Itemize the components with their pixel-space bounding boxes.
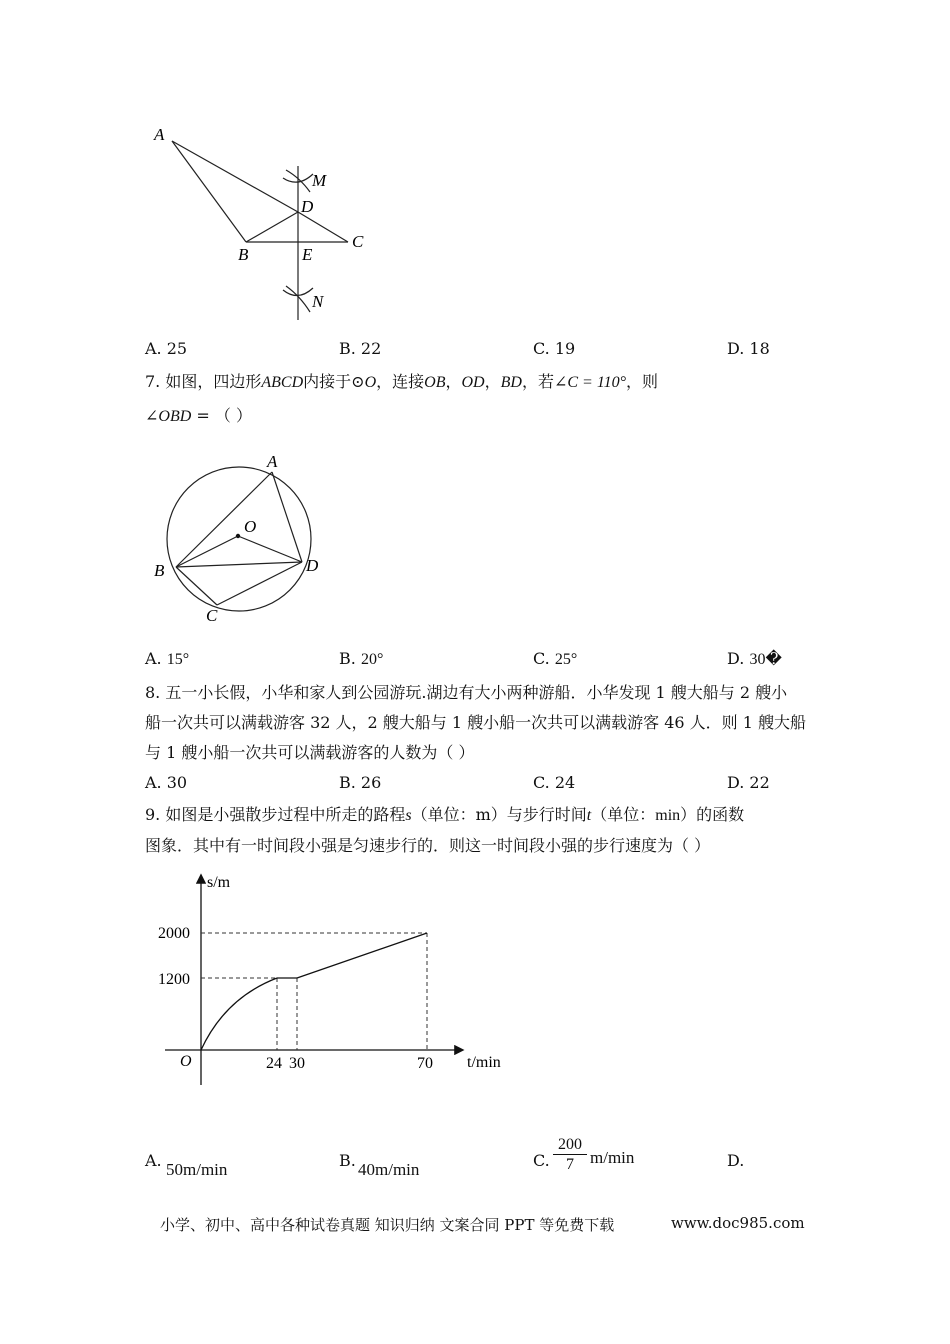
label-a: A bbox=[154, 125, 165, 144]
q9-text: 9. 如图是小强散步过程中所走的路程 bbox=[145, 805, 406, 824]
y-tick-2000: 2000 bbox=[158, 925, 190, 942]
q9-unit-min: min bbox=[655, 807, 681, 824]
option-letter: D. bbox=[727, 649, 745, 668]
q8-option-b[interactable]: B. 26 bbox=[339, 773, 382, 792]
fraction-numerator: 200 bbox=[553, 1135, 587, 1155]
segment-bd bbox=[246, 212, 298, 242]
q6-figure bbox=[140, 120, 380, 330]
option-value: 15° bbox=[166, 651, 190, 668]
q9-var-t: t bbox=[586, 807, 592, 824]
segment-ab bbox=[172, 141, 246, 242]
option-value: 20° bbox=[360, 651, 384, 668]
y-tick-1200: 1200 bbox=[158, 971, 190, 988]
q7-option-d[interactable] bbox=[727, 649, 782, 670]
footer-promo-text: 小学、初中、高中各种试卷真题 知识归纳 文案合同 PPT 等免费下载 bbox=[160, 1216, 615, 1234]
segment-dc bbox=[298, 212, 348, 242]
segment-cd bbox=[217, 562, 302, 605]
label-a: A bbox=[267, 452, 278, 471]
q9-text: ）的函数 bbox=[680, 805, 745, 824]
q7-text: 内接于 bbox=[303, 372, 352, 391]
label-d: D bbox=[306, 556, 319, 575]
option-letter: B. bbox=[339, 649, 356, 668]
q7-bd: BD bbox=[500, 374, 522, 391]
q8-stem-line3: 与 1 艘小船一次共可以满载游客的人数为（ ） bbox=[145, 743, 475, 762]
q6-option-a[interactable]: A. 25 bbox=[145, 339, 188, 358]
footer-website[interactable]: www.doc985.com bbox=[671, 1214, 805, 1232]
segment-ad bbox=[172, 141, 298, 212]
label-m: M bbox=[312, 171, 327, 190]
label-b: B bbox=[238, 245, 249, 264]
q9-text: （单位：m）与步行时间 bbox=[411, 805, 587, 824]
q9-option-b-letter[interactable]: B. bbox=[339, 1151, 356, 1170]
curve-segment bbox=[201, 978, 277, 1050]
q9-option-c-letter[interactable]: C. bbox=[533, 1151, 550, 1170]
q7-circle-o: ⊙O bbox=[351, 374, 377, 391]
q6-option-b[interactable]: B. 22 bbox=[339, 339, 382, 358]
circle-o bbox=[167, 467, 311, 611]
q6-option-c[interactable]: C. 19 bbox=[533, 339, 576, 358]
q7-text: ， bbox=[484, 372, 501, 391]
q7-text: ，若 bbox=[521, 372, 554, 391]
option-value: 30� bbox=[749, 651, 782, 668]
q7-text: 7. 如图，四边形 bbox=[145, 372, 262, 391]
q7-figure bbox=[148, 446, 338, 626]
q7-text: ，则 bbox=[626, 372, 659, 391]
q9-option-d-letter[interactable]: D. bbox=[727, 1151, 745, 1170]
q9-option-a-letter[interactable]: A. bbox=[145, 1151, 162, 1170]
q7-ob: OB bbox=[424, 374, 446, 391]
q9-stem-line2: 图象．其中有一时间段小强是匀速步行的．则这一时间段小强的步行速度为（ ） bbox=[145, 836, 711, 855]
q6-option-d[interactable]: D. 18 bbox=[727, 339, 770, 358]
segment-od bbox=[238, 536, 302, 562]
q9-text: （单位： bbox=[591, 805, 656, 824]
q9-option-a-value[interactable]: 50m/min bbox=[166, 1160, 228, 1179]
q7-angle-c: ∠C = 110° bbox=[553, 374, 627, 391]
y-axis-label: s/m bbox=[207, 874, 231, 891]
segment-bc bbox=[176, 567, 217, 605]
q7-answer-blank: = （ ） bbox=[191, 406, 252, 425]
q7-stem-line2 bbox=[145, 406, 252, 427]
q7-text: ， bbox=[445, 372, 462, 391]
segment-bd bbox=[176, 562, 302, 567]
q8-option-d[interactable]: D. 22 bbox=[727, 773, 770, 792]
x-tick-70: 70 bbox=[417, 1055, 433, 1072]
q7-option-a[interactable] bbox=[145, 649, 189, 670]
q7-option-b[interactable] bbox=[339, 649, 383, 670]
center-point-o bbox=[236, 534, 240, 538]
segment-ob bbox=[176, 536, 238, 567]
label-n: N bbox=[312, 292, 324, 311]
option-letter: A. bbox=[145, 649, 162, 668]
q9-option-b-value[interactable]: 40m/min bbox=[358, 1160, 420, 1179]
x-axis-label: t/min bbox=[467, 1054, 501, 1071]
q7-od: OD bbox=[461, 374, 485, 391]
label-d: D bbox=[301, 197, 314, 216]
q8-stem-line1: 8. 五一小长假，小华和家人到公园游玩.湖边有大小两种游船．小华发现 1 艘大船与 2 艘小 bbox=[145, 683, 788, 702]
label-c: C bbox=[206, 606, 218, 625]
origin-label: O bbox=[180, 1053, 192, 1070]
q7-option-c[interactable] bbox=[533, 649, 577, 670]
q7-stem-line1 bbox=[145, 372, 658, 393]
option-value: 25° bbox=[554, 651, 578, 668]
q9-option-c-fraction[interactable] bbox=[553, 1135, 587, 1175]
q9-graph bbox=[150, 870, 520, 1095]
q8-option-a[interactable]: A. 30 bbox=[145, 773, 188, 792]
label-c: C bbox=[352, 232, 364, 251]
linear-segment bbox=[297, 933, 427, 978]
label-e: E bbox=[302, 245, 313, 264]
fraction-denominator: 7 bbox=[566, 1156, 574, 1173]
q9-stem-line1 bbox=[145, 805, 744, 826]
q8-stem-line2: 船一次共可以满载游客 32 人，2 艘大船与 1 艘小船一次共可以满载游客 46 人．则 1 艘大船 bbox=[145, 713, 807, 732]
q9-var-s: s bbox=[405, 807, 412, 824]
q7-text: ，连接 bbox=[376, 372, 425, 391]
q8-option-c[interactable]: C. 24 bbox=[533, 773, 576, 792]
option-letter: C. bbox=[533, 649, 550, 668]
x-tick-30: 30 bbox=[289, 1055, 305, 1072]
label-b: B bbox=[154, 561, 165, 580]
q7-abcd: ABCD bbox=[261, 374, 304, 391]
q9-option-c-unit: m/min bbox=[590, 1148, 635, 1167]
label-o: O bbox=[244, 517, 257, 536]
q7-angle-obd: ∠OBD bbox=[145, 408, 192, 425]
x-tick-24: 24 bbox=[266, 1055, 282, 1072]
